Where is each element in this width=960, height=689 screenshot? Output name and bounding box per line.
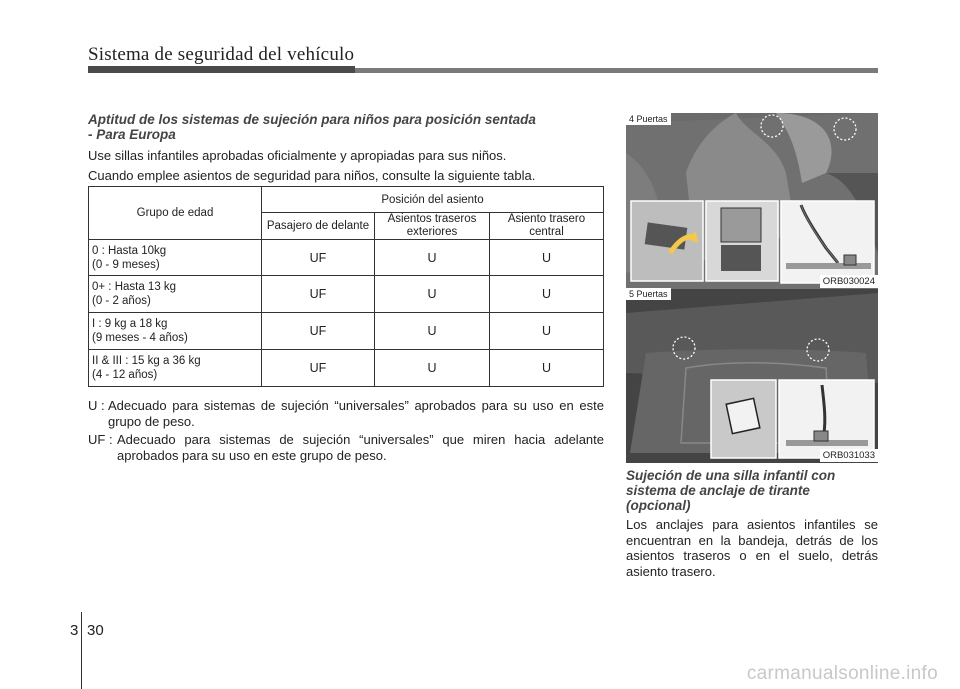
section-title-line2: - Para Europa: [88, 127, 176, 142]
figure-label-5-doors: 5 Puertas: [626, 288, 671, 300]
age-group-cell: [89, 350, 262, 387]
age-group-weight: I : 9 kg a 18 kg: [92, 318, 168, 330]
age-group-cell: [89, 313, 262, 350]
age-group-cell: [89, 276, 262, 313]
header-age-group: Grupo de edad: [89, 187, 262, 240]
section-title-line1: Aptitud de los sistemas de sujeción para niños para posición sentada: [88, 112, 536, 127]
rear-outer-cell: U: [375, 350, 490, 387]
rear-outer-cell: U: [375, 313, 490, 350]
rear-outer-cell: U: [375, 276, 490, 313]
figure-code-top: ORB030024: [820, 275, 878, 288]
age-group-age: (0 - 9 meses): [92, 258, 160, 271]
age-group-age: (9 meses - 4 años): [92, 332, 188, 344]
header-front-passenger: Pasajero de delante: [262, 213, 375, 240]
section-title: [88, 112, 604, 142]
rear-center-cell: U: [490, 313, 604, 350]
legend-uf-text: Adecuado para sistemas de sujeción “universales” que miren hacia adelante aprobados para su uso en este grupo de peso.: [117, 432, 604, 463]
header-seat-position: Posición del asiento: [262, 187, 604, 213]
rear-outer-cell: U: [375, 240, 490, 276]
site-watermark: carmanualsonline.info: [746, 663, 938, 684]
age-group-age: (4 - 12 años): [92, 369, 158, 381]
tether-title-line1: Sujeción de una silla infantil con: [626, 468, 836, 483]
seating-suitability-table: [88, 186, 604, 387]
age-group-weight: II & III : 15 kg a 36 kg: [92, 355, 201, 367]
page-header-title: Sistema de seguridad del vehículo: [88, 44, 355, 65]
header-rule-accent: [88, 66, 355, 73]
figure-label-4-doors: 4 Puertas: [626, 113, 671, 125]
tether-section-title: [626, 468, 878, 513]
rear-center-cell: U: [490, 350, 604, 387]
legend-u: [88, 398, 604, 430]
tether-paragraph: Los anclajes para asientos infantiles se encuentran en la bandeja, detrás de los asientos traseros o en el suelo, detrás asiento trasero.: [626, 517, 878, 579]
rear-center-cell: U: [490, 240, 604, 276]
section-number: 3: [70, 622, 79, 639]
front-passenger-cell: UF: [262, 276, 375, 313]
header-rear-outer-line1: Asientos traseros: [387, 213, 477, 225]
header-rear-center-line1: Asiento trasero: [507, 213, 586, 225]
page-number-divider: [81, 612, 82, 689]
page-number: 30: [87, 622, 104, 639]
age-group-weight: 0 : Hasta 10kg: [92, 244, 167, 257]
front-passenger-cell: UF: [262, 240, 375, 276]
intro-paragraph: Use sillas infantiles aprobadas oficialmente y apropiadas para sus niños.: [88, 148, 507, 163]
table-row: [89, 276, 604, 313]
table-intro-paragraph: Cuando emplee asientos de seguridad para niños, consulte la siguiente tabla.: [88, 168, 536, 183]
front-passenger-cell: UF: [262, 313, 375, 350]
tether-title-line3: (opcional): [626, 498, 691, 513]
rear-center-cell: U: [490, 276, 604, 313]
age-group-cell: [89, 240, 262, 276]
legend-u-text: Adecuado para sistemas de sujeción “universales” aprobados para su uso en este grupo de peso.: [108, 398, 604, 429]
right-column: [626, 468, 878, 579]
left-column: [88, 112, 604, 184]
legend-uf: [88, 432, 604, 464]
table-legend: [88, 398, 604, 464]
age-group-weight: 0+ : Hasta 13 kg: [92, 281, 177, 293]
header-rear-center: [490, 213, 604, 240]
table-row: [89, 313, 604, 350]
front-passenger-cell: UF: [262, 350, 375, 387]
figure-code-bottom: ORB031033: [820, 449, 878, 462]
header-rear-outer: [375, 213, 490, 240]
tether-title-line2: sistema de anclaje de tirante: [626, 483, 810, 498]
anchor-location-figure: [626, 113, 878, 463]
table-row: [89, 240, 604, 276]
legend-uf-key: UF :: [88, 432, 113, 447]
header-rear-outer-line2: exteriores: [406, 226, 458, 238]
table-row: [89, 350, 604, 387]
legend-u-key: U :: [88, 398, 105, 413]
header-rear-center-line2: central: [529, 226, 564, 238]
age-group-age: (0 - 2 años): [92, 295, 151, 307]
